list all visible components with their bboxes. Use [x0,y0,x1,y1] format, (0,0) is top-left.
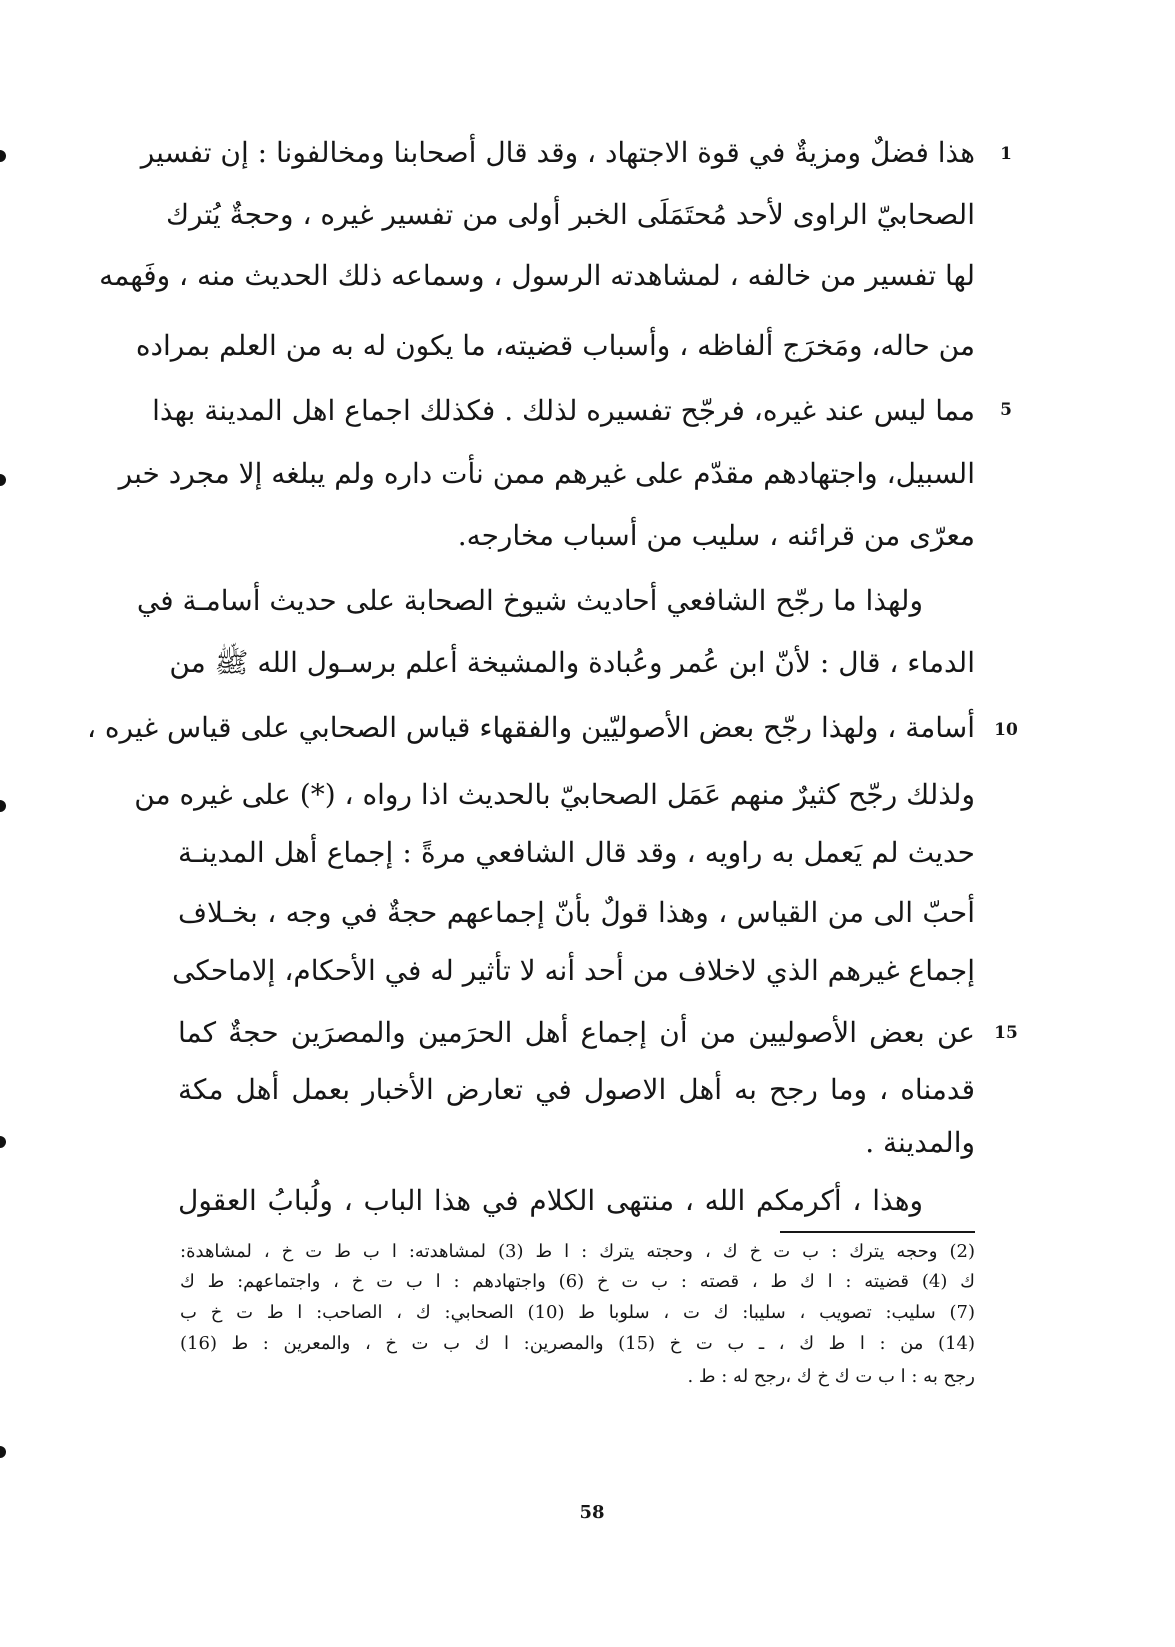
line-number: 5 [1000,400,1012,420]
line-number: 10 [994,720,1018,740]
text-line: والمدينة . [865,1126,975,1159]
text-line: قدمناه ، وما رجح به أهل الاصول في تعارض الأخبار بعمل أهل مكة [178,1073,975,1106]
footnote-separator [780,1231,975,1233]
text-line: من حاله، ومَخرَج ألفاظه ، وأسباب قضيته، ما يكون له به من العلم بمراده [135,329,975,362]
line-number: 1 [1000,144,1012,164]
text-line: هذا فضلٌ ومزيةٌ في قوة الاجتهاد ، وقد قال أصحابنا ومخالفونا : إن تفسير [140,136,975,169]
text-line: لها تفسير من خالفه ، لمشاهدته الرسول ، وسماعه ذلك الحديث منه ، وفَهمه [99,259,975,292]
footnote-line: ك (4) قضيته : ا ك ط ، قصته : ب ت خ (6) واجتهادهم : ا ب ت خ ، واجتماعهم: ط ك [180,1271,975,1292]
paragraph-start-line: ولهذا ما رجّح الشافعي أحاديث شيوخ الصحابة على حديث أسامـة في [136,584,923,617]
text-line: الصحابيّ الراوى لأحد مُحتَمَلَى الخبر أولى من تفسير غيره ، وحجةٌ يُترك [165,198,975,231]
text-line: السبيل، واجتهادهم مقدّم على غيرهم ممن نأت داره ولم يبلغه إلا مجرد خبر [118,457,975,490]
footnote-line: (2) وحجه يترك : ب ت خ ك ، وحجته يترك : ا ط (3) لمشاهدته: ا ب ط ت خ ، لمشاهدة: [180,1241,976,1262]
text-line: مما ليس عند غيره، فرجّح تفسيره لذلك . فكذلك اجماع اهل المدينة بهذا [152,394,975,427]
scan-margin-mark [0,1136,6,1148]
text-line: ولذلك رجّح كثيرٌ منهم عَمَل الصحابيّ بالحديث اذا رواه ، (*) على غيره من [134,778,975,811]
scan-margin-mark [0,474,6,486]
text-line: معرّى من قرائنه ، سليب من أسباب مخارجه. [457,519,975,552]
line-number: 15 [994,1023,1018,1043]
footnote-line: رجح به : ا ب ت ك خ ك ،رجح له : ط . [687,1366,975,1387]
text-line: أحبّ الى من القياس ، وهذا قولٌ بأنّ إجماعهم حجةٌ في وجه ، بخـلاف [178,896,975,929]
footnote-line: (14) من : ا ط ك ، ـ ب ت خ (15) والمصرين: ا ك ب ت خ ، والمعرين : ط (16) [180,1333,975,1354]
paragraph-start-line: وهذا ، أكرمكم الله ، منتهى الكلام في هذا الباب ، ولُبابُ العقول [178,1184,923,1217]
text-line: أسامة ، ولهذا رجّح بعض الأصوليّين والفقهاء قياس الصحابي على قياس غيره ، [86,711,975,744]
text-line: الدماء ، قال : لأنّ ابن عُمر وعُبادة والمشيخة أعلم برسـول الله ﷺ من [169,646,975,679]
footnote-line: (7) سليب: تصويب ، سليبا: ك ت ، سلوبا ط (10) الصحابي: ك ، الصاحب: ا ط ت خ ب [180,1302,975,1323]
text-line: حديث لم يَعمل به راويه ، وقد قال الشافعي مرةً : إجماع أهل المدينـة [178,836,975,869]
text-line: عن بعض الأصوليين من أن إجماع أهل الحرَمين والمصرَين حجةٌ كما [178,1016,975,1049]
scan-margin-mark [0,800,6,812]
page-number: 58 [579,1502,605,1523]
scan-margin-mark [0,1446,6,1458]
scan-margin-mark [0,150,6,162]
text-line: إجماع غيرهم الذي لاخلاف من أحد أنه لا تأثير له في الأحكام، إلاماحكى [172,954,975,987]
